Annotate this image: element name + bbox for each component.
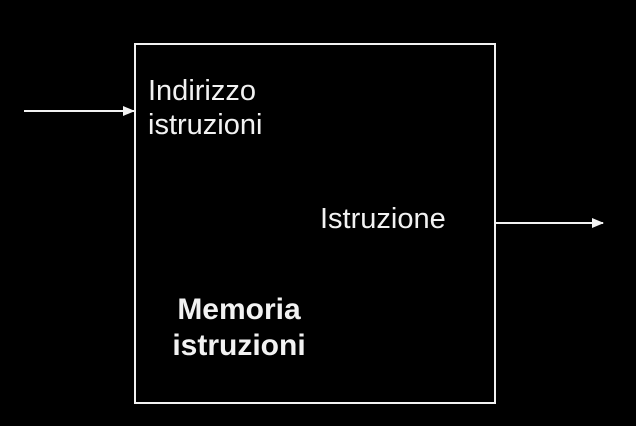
input-label-line-1: Indirizzo [148,75,256,107]
output-label-text: Istruzione [320,203,446,235]
input-label-line-2: istruzioni [148,109,263,141]
output-label [320,202,446,236]
block-name-line-2: istruzioni [172,329,306,362]
input-label [148,74,262,142]
block-name [136,292,342,364]
block-name-line-1: Memoria [177,293,301,326]
